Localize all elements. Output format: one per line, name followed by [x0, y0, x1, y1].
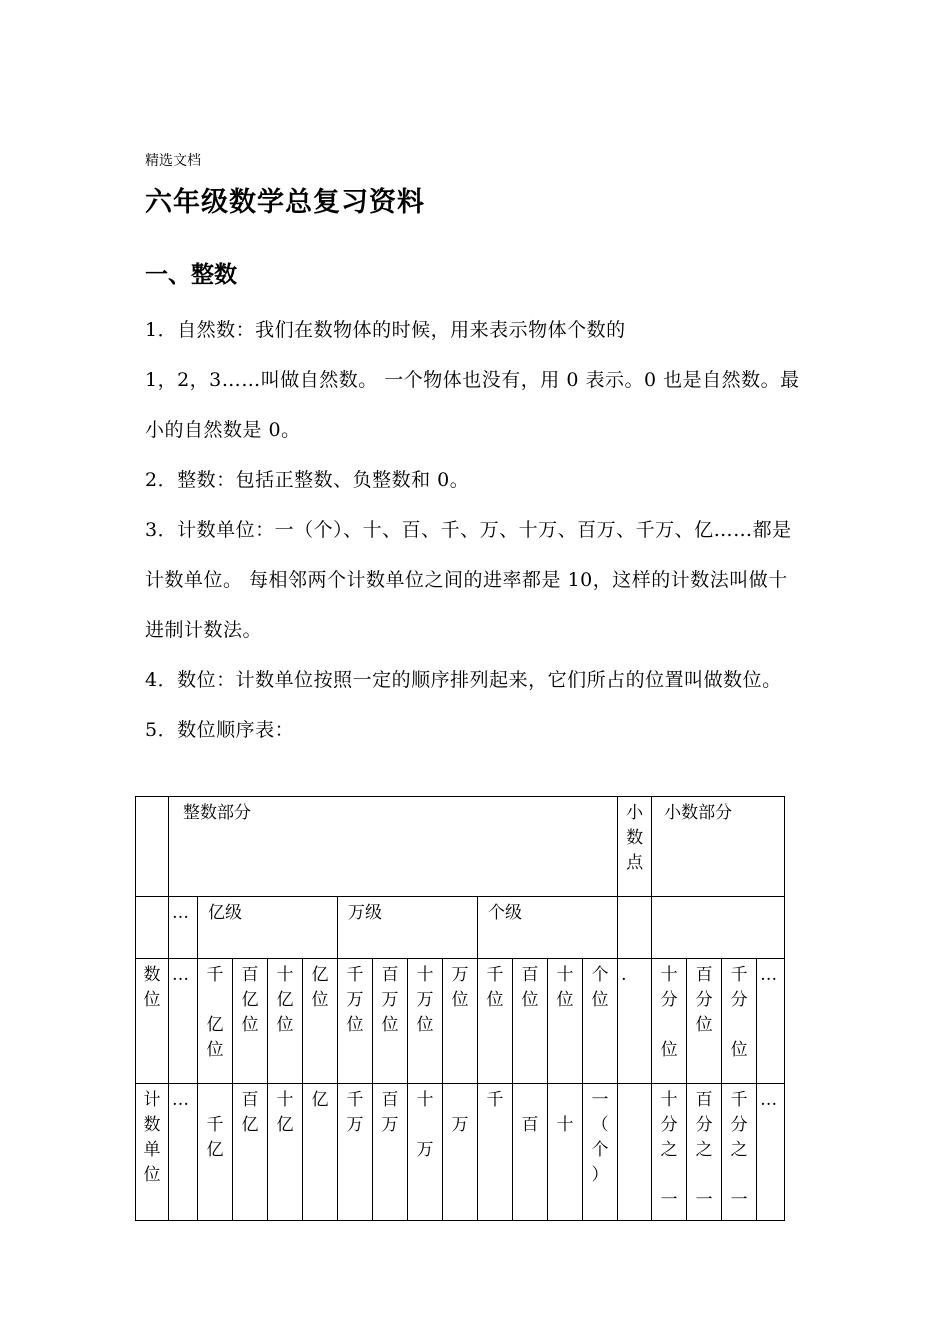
place-cell: 百 亿 位 [233, 959, 268, 1084]
table-row [136, 797, 785, 897]
place-cell: 十 位 [548, 959, 583, 1084]
unit-cell: 十 亿 [268, 1084, 303, 1221]
table-cell [136, 897, 169, 959]
paragraph: 4．数位：计数单位按照一定的顺序排列起来，它们所占的位置叫做数位。 [145, 669, 782, 691]
decimal-point-cell: . [618, 959, 652, 1084]
place-cell: 万 位 [443, 959, 478, 1084]
unit-cell: 亿 [303, 1084, 338, 1221]
decimal-unit-cell: 千 分 之 一 [722, 1084, 757, 1221]
place-cell: 个 位 [583, 959, 618, 1084]
paragraph: 1，2，3……叫做自然数。 一个物体也没有，用 0 表示。0 也是自然数。最小的自然数是 0。 [145, 369, 800, 441]
integer-part-header: 整数部分 [169, 797, 618, 897]
paragraph: 2．整数：包括正整数、负整数和 0。 [145, 469, 470, 491]
ellipsis-cell: … [757, 959, 785, 1084]
ellipsis-cell: … [757, 1084, 785, 1221]
unit-cell: 百 亿 [233, 1084, 268, 1221]
unit-cell: 万 [443, 1084, 478, 1221]
place-cell: 千 万 位 [338, 959, 373, 1084]
place-cell: 亿 位 [303, 959, 338, 1084]
place-row [136, 959, 785, 1084]
ge-level-cell: 个级 [478, 897, 618, 959]
unit-cell: 千 [478, 1084, 513, 1221]
ellipsis-cell: … [169, 1084, 198, 1221]
unit-cell: 百 万 [373, 1084, 408, 1221]
row-label-unit: 计 数 单 位 [136, 1084, 169, 1221]
document-title: 六年级数学总复习资料 [145, 187, 425, 218]
place-cell: 百 位 [513, 959, 548, 1084]
paragraph: 5．数位顺序表： [145, 719, 295, 741]
unit-cell: 千 万 [338, 1084, 373, 1221]
paragraph: 1．自然数：我们在数物体的时候，用来表示物体个数的 [145, 319, 626, 341]
decimal-unit-cell: 十 分 之 一 [652, 1084, 687, 1221]
unit-cell: 百 [513, 1084, 548, 1221]
table-row [136, 897, 785, 959]
decimal-place-cell: 千 分 位 [722, 959, 757, 1084]
ellipsis-cell: … [169, 897, 198, 959]
place-cell: 十 亿 位 [268, 959, 303, 1084]
decimal-place-cell: 十 分 位 [652, 959, 687, 1084]
unit-cell: 一 （ 个 ） [583, 1084, 618, 1221]
yi-level-cell: 亿级 [198, 897, 338, 959]
ellipsis-cell: … [169, 959, 198, 1084]
place-value-table [135, 796, 785, 1221]
unit-cell: 千 亿 [198, 1084, 233, 1221]
place-cell: 十 万 位 [408, 959, 443, 1084]
body-text [145, 305, 807, 755]
place-cell: 千 亿 位 [198, 959, 233, 1084]
decimal-part-header: 小数部分 [652, 797, 785, 897]
row-label-place: 数 位 [136, 959, 169, 1084]
table-cell [618, 1084, 652, 1221]
wan-level-cell: 万级 [338, 897, 478, 959]
decimal-place-cell: 百 分 位 [687, 959, 722, 1084]
unit-row [136, 1084, 785, 1221]
decimal-point-header: 小 数 点 [618, 797, 652, 897]
paragraph: 3．计数单位：一（个）、十、百、千、万、十万、百万、千万、亿……都是计数单位。 每相邻两个计数单位之间的进率都是 10，这样的计数法叫做十进制计数法。 [145, 519, 792, 641]
decimal-unit-cell: 百 分 之 一 [687, 1084, 722, 1221]
table-cell [652, 897, 785, 959]
place-cell: 千 位 [478, 959, 513, 1084]
unit-cell: 十 [548, 1084, 583, 1221]
page-header: 精选文档 [145, 153, 201, 169]
place-cell: 百 万 位 [373, 959, 408, 1084]
unit-cell: 十 万 [408, 1084, 443, 1221]
section-heading: 一、整数 [145, 262, 237, 288]
table-cell [618, 897, 652, 959]
table-cell [136, 797, 169, 897]
